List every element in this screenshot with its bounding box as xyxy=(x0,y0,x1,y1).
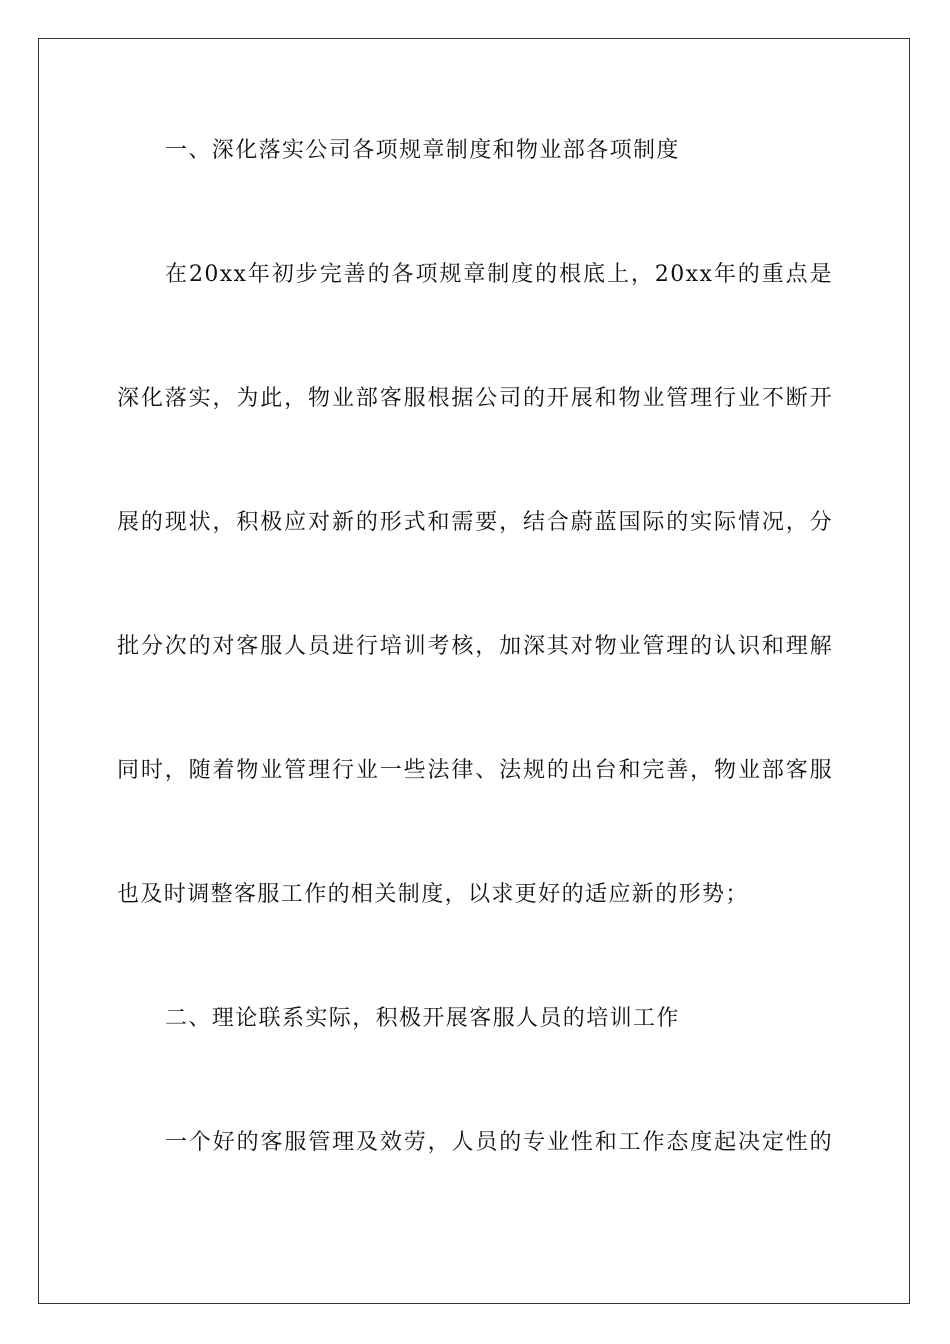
paragraph-line: 一个好的客服管理及效劳，人员的专业性和工作态度起决定性的 xyxy=(165,1130,833,1155)
paragraph-line: 同时，随着物业管理行业一些法律、法规的出台和完善，物业部客服 xyxy=(117,758,833,783)
section-heading-1: 一、深化落实公司各项规章制度和物业部各项制度 xyxy=(165,138,680,163)
paragraph-line: 批分次的对客服人员进行培训考核，加深其对物业管理的认识和理解 xyxy=(117,634,833,659)
paragraph-line: 深化落实，为此，物业部客服根据公司的开展和物业管理行业不断开 xyxy=(117,386,833,411)
paragraph-line: 在20xx年初步完善的各项规章制度的根底上，20xx年的重点是 xyxy=(165,262,833,287)
section-heading-2: 二、理论联系实际，积极开展客服人员的培训工作 xyxy=(165,1006,680,1031)
paragraph-line: 也及时调整客服工作的相关制度，以求更好的适应新的形势； xyxy=(117,882,749,907)
paragraph-line: 展的现状，积极应对新的形式和需要，结合蔚蓝国际的实际情况，分 xyxy=(117,510,833,535)
page-border xyxy=(38,38,910,1304)
